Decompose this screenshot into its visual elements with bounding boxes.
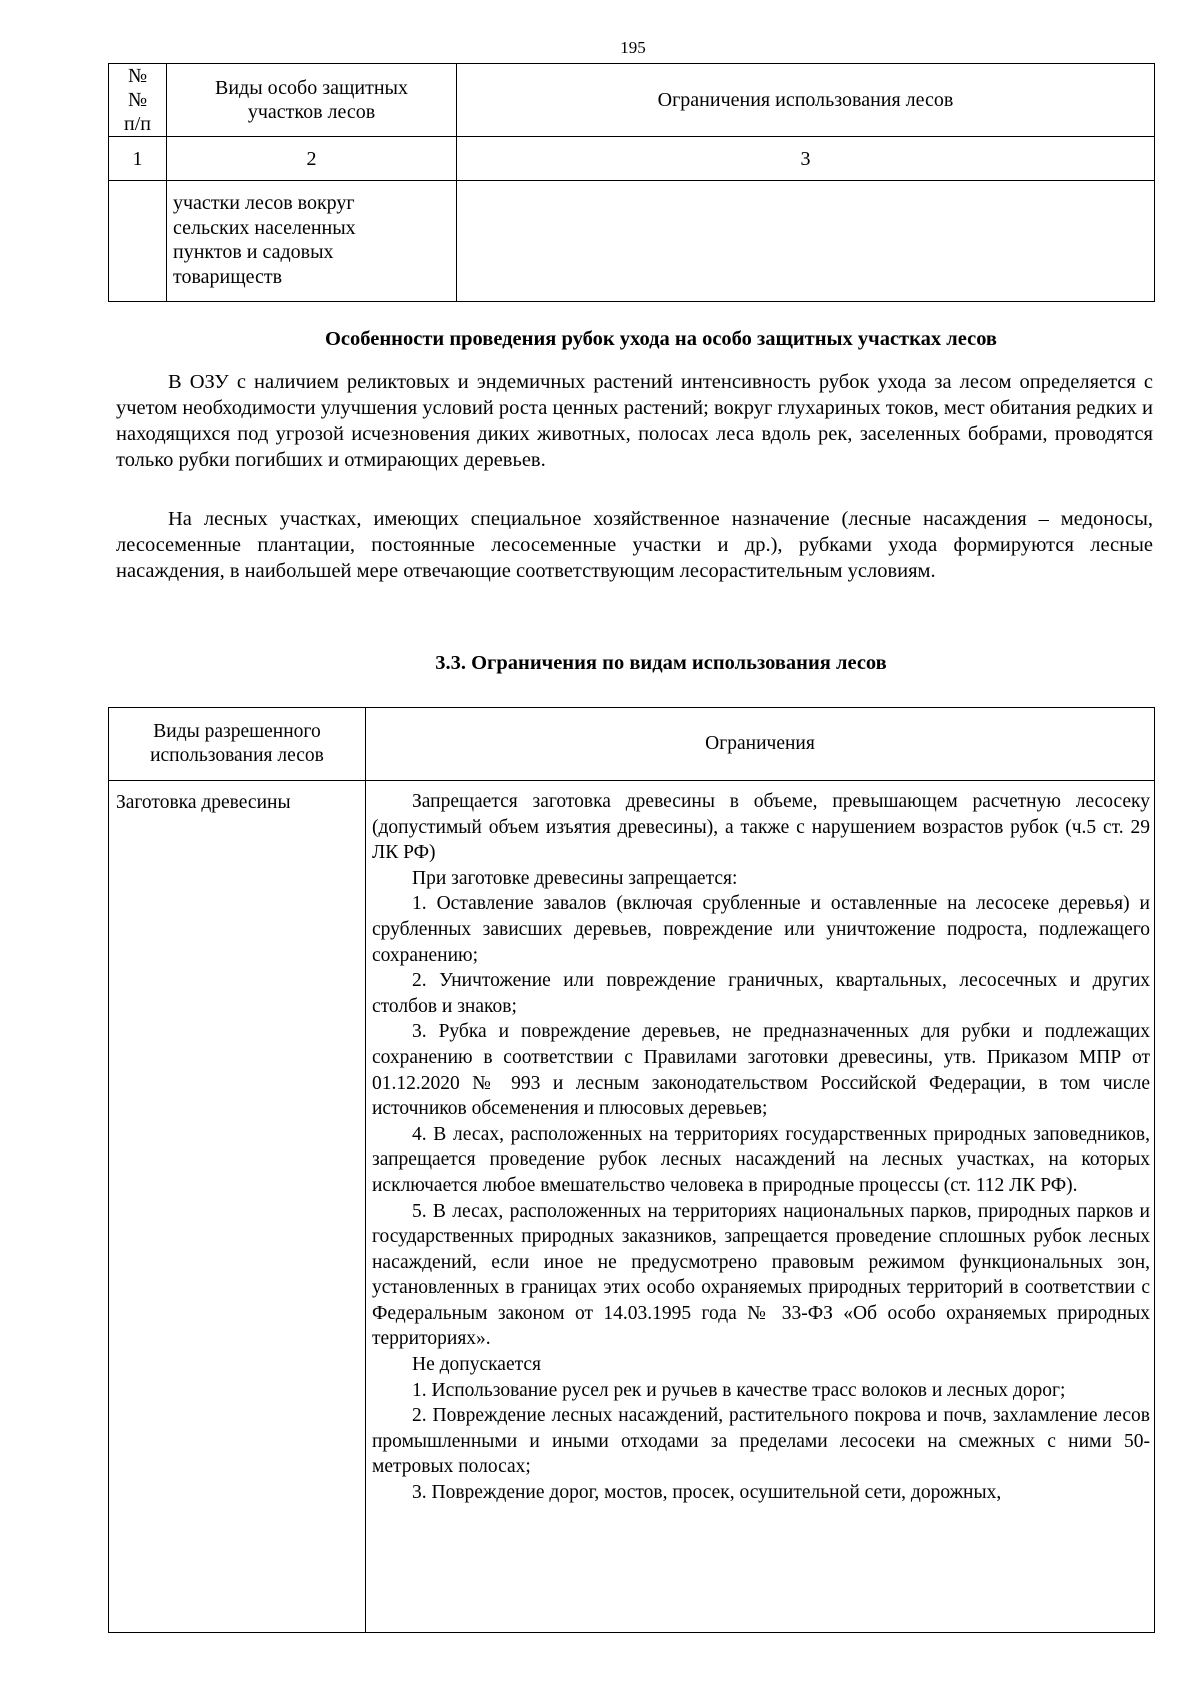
restriction-paragraph: 2. Повреждение лесных насаждений, растительного покрова и почв, захламление лесов промышленными и иными отходами за пределами лесосеки на смежных с ними 50-метровых полосах; xyxy=(372,1405,1150,1478)
header-restrictions: Ограничения использования лесов xyxy=(457,64,1155,137)
header-area-types: Виды особо защитных участков лесов xyxy=(167,64,457,137)
restriction-paragraph: 3. Повреждение дорог, мостов, просек, осушительной сети, дорожных, xyxy=(412,1482,1002,1504)
row-use-type-cell: Заготовка древесины xyxy=(109,781,366,1633)
row-area-type-cell: участки лесов вокруг сельских населенных пунктов и садовых товариществ xyxy=(167,181,457,302)
section-heading: Особенности проведения рубок ухода на особо защитных участках лесов xyxy=(324,328,998,350)
row-restrictions-cell xyxy=(366,781,1155,1633)
restriction-paragraph: 5. В лесах, расположенных на территориях национальных парков, природных парков и государственных природных заказников, запрещается проведение сплошных рубок лесных насаждений, если иное не предусмотрено правовым режимом функциональных зон, установленных в границах этих особо охраняемых природных территорий в соответствии с Федеральным законом от 14.03.1995 года № 33-ФЗ «Об особо охраняемых природных территориях». xyxy=(372,1200,1150,1350)
restriction-paragraph: Не допускается xyxy=(412,1354,541,1376)
restriction-paragraph: При заготовке древесины запрещается: xyxy=(412,867,738,889)
row-number-cell xyxy=(109,181,167,302)
restriction-paragraph: 1. Оставление завалов (включая срубленные и оставленные на лесосеке деревья) и срубленных зависших деревьев, повреждение или уничтожение подроста, подлежащего сохранению; xyxy=(372,893,1150,966)
table-header-row xyxy=(109,64,1155,137)
forest-use-restrictions-table xyxy=(108,707,1155,1633)
header-use-types: Виды разрешенного использования лесов xyxy=(109,708,366,781)
table-row xyxy=(109,781,1155,1633)
restriction-paragraph: 4. В лесах, расположенных на территориях государственных природных заповедников, запрещается проведение рубок лесных насаждений на лесных участках, на которых исключается любое вмешательство человека в природные процессы (ст. 112 ЛК РФ). xyxy=(372,1123,1150,1196)
body-paragraph: В ОЗУ с наличием реликтовых и эндемичных растений интенсивность рубок ухода за лесом определяется с учетом необходимости улучшения условий роста ценных растений; вокруг глухариных токов, мест обитания редких и находящихся под угрозой исчезновения диких животных, полосах леса вдоль рек, заселенных бобрами, проводятся только рубки погибших и отмирающих деревьев. xyxy=(116,371,1153,471)
restriction-paragraph: 3. Рубка и повреждение деревьев, не предназначенных для рубки и подлежащих сохранению в соответствии с Правилами заготовки древесины, утв. Приказом МПР от 01.12.2020 № 993 и лесным законодательством Российской Федерации, в том числе источников обсеменения и плюсовых деревьев; xyxy=(372,1021,1150,1120)
row-restrictions-cell xyxy=(457,181,1155,302)
restriction-paragraph: 1. Использование русел рек и ручьев в качестве трасс волоков и лесных дорог; xyxy=(412,1379,1066,1401)
section-heading: 3.3. Ограничения по видам использования лесов xyxy=(435,652,887,674)
table-row xyxy=(109,181,1155,302)
body-paragraph: На лесных участках, имеющих специальное хозяйственное назначение (лесные насаждения – медоносы, лесосеменные плантации, постоянные лесосеменные участки и др.), рубками ухода формируются лесные насаждения, в наибольшей мере отвечающие соответствующим лесорастительным условиям. xyxy=(116,508,1153,582)
numbering-cell: 2 xyxy=(167,137,457,181)
page-number: 195 xyxy=(620,38,646,57)
protective-areas-table xyxy=(108,63,1155,302)
numbering-cell: 3 xyxy=(457,137,1155,181)
restriction-paragraph: Запрещается заготовка древесины в объеме, превышающем расчетную лесосеку (допустимый объем изъятия древесины), а также с нарушением возрастов рубок (ч.5 ст. 29 ЛК РФ) xyxy=(372,791,1150,864)
header-restrictions: Ограничения xyxy=(366,708,1155,781)
numbering-cell: 1 xyxy=(109,137,167,181)
table-numbering-row xyxy=(109,137,1155,181)
header-number: №№ п/п xyxy=(109,64,167,137)
restriction-paragraph: 2. Уничтожение или повреждение граничных, квартальных, лесосечных и других столбов и знаков; xyxy=(372,970,1150,1017)
table-header-row xyxy=(109,708,1155,781)
